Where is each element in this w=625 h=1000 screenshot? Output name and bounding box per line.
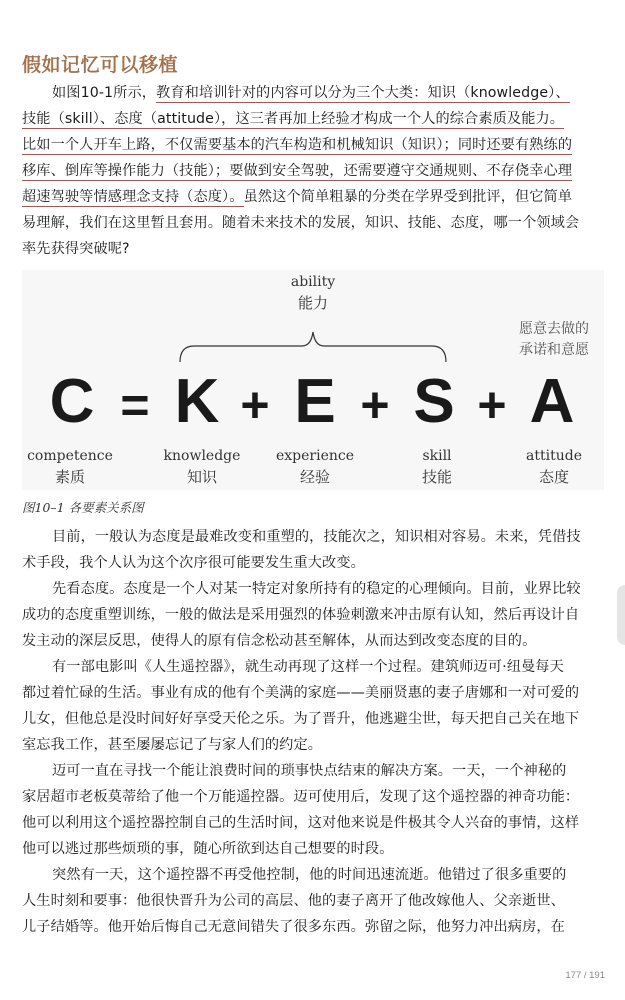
equation-symbol: A [529, 367, 575, 436]
ability-en-label: ability [290, 274, 336, 290]
body-line: 儿女，但他总是没时间好好享受天伦之乐。为了晋升，他逃避尘世，每天把自己关在地下 [22, 711, 580, 727]
body-line: 术手段，我个人认为这个次序很可能要发生重大改变。 [22, 555, 365, 571]
body-line: 先看态度。态度是一个人对某一特定对象所持有的稳定的心理倾向。目前，业界比较 [52, 581, 581, 597]
text-span: 如图10-1所示， [52, 85, 157, 101]
body-paragraph [22, 524, 604, 576]
body-line: 都过着忙碌的生活。事业有成的他有个美满的家庭——美丽贤惠的妻子唐娜和一对可爱的 [22, 685, 580, 701]
equation-labels [27, 448, 582, 486]
label-en: knowledge [163, 448, 241, 464]
text-span: 易理解，我们在这里暂且套用。随着未来技术的发展，知识、技能、态度，哪一个领域会 [22, 215, 580, 231]
intro-line [22, 236, 604, 262]
underlined-text: 教育和培训针对的内容可以分为三个大类：知识（knowledge）、 [156, 85, 570, 101]
intro-line [22, 132, 604, 158]
label-zh: 知识 [186, 468, 218, 486]
underlined-text: 技能（skill）、态度（attitude），这三者再加上经验才构成一个人的综合素质及能力。 [22, 111, 565, 127]
page-edge-handle[interactable] [617, 585, 625, 645]
equation-symbol: K [174, 367, 220, 436]
equation-symbol: S [413, 367, 455, 436]
underlined-text: 超速驾驶等情感理念支持（态度）。 [22, 189, 244, 205]
body-line: 室忘我工作，甚至屡屡忘记了与家人们的约定。 [22, 737, 323, 753]
body-paragraph [22, 862, 604, 940]
body-line: 他可以逃过那些烦琐的事，随心所欲到达自己想要的时段。 [22, 841, 394, 857]
equation-operator: + [477, 377, 507, 433]
body-paragraph [22, 654, 604, 758]
equation-operator: + [360, 377, 390, 433]
label-en: experience [275, 448, 355, 464]
ability-brace [180, 332, 446, 362]
intro-paragraph [22, 80, 604, 262]
equation [50, 367, 575, 436]
body-line: 发主动的深层反思，使得人的原有信念松动甚至解体，从而达到改变态度的目的。 [22, 633, 537, 649]
competence-diagram [22, 270, 604, 490]
body-line: 家居超市老板莫蒂给了他一个万能遥控器。迈可使用后，发现了这个遥控器的神奇功能： [22, 789, 580, 805]
label-zh: 素质 [54, 468, 86, 486]
body-line: 儿子结婚等。他开始后悔自己无意间错失了很多东西。弥留之际，他努力冲出病房，在 [22, 919, 565, 935]
ability-zh-label: 能力 [297, 294, 329, 312]
figure-competence-model [22, 270, 604, 490]
label-zh: 态度 [538, 468, 570, 486]
label-en: attitude [526, 448, 582, 464]
section-title: 假如记忆可以移植 [22, 54, 179, 76]
intro-line [22, 210, 604, 236]
intro-line [22, 106, 604, 132]
body-paragraph [22, 576, 604, 654]
attitude-note-line1: 愿意去做的 [519, 321, 589, 337]
label-en: skill [422, 448, 452, 464]
body-line: 有一部电影叫《人生遥控器》，就生动再现了这样一个过程。建筑师迈可·纽曼每天 [52, 659, 564, 675]
label-zh: 经验 [299, 468, 331, 486]
intro-line [22, 184, 604, 210]
body-paragraph [22, 758, 604, 862]
equation-operator: = [120, 377, 150, 433]
body-line: 迈可一直在寻找一个能让浪费时间的琐事快点结束的解决方案。一天，一个神秘的 [52, 763, 567, 779]
underlined-text: 移库、倒库等操作能力（技能）；要做到安全驾驶，还需要遵守交通规则、不存侥幸心理 [22, 163, 573, 179]
body-line: 成功的态度重塑训练，一般的做法是采用强烈的体验刺激来冲击原有认知，然后再设计自 [22, 607, 580, 623]
underlined-text: 比如一个人开车上路，不仅需要基本的汽车构造和机械知识（知识）；同时还要有熟练的 [22, 137, 573, 153]
text-span: 虽然这个简单粗暴的分类在学界受到批评，但它简单 [243, 189, 573, 205]
text-span: 率先获得突破呢? [22, 241, 130, 257]
figure-caption: 图10–1 各要素关系图 [22, 500, 144, 515]
label-zh: 技能 [421, 468, 453, 486]
attitude-note-line2: 承诺和意愿 [519, 342, 589, 358]
equation-symbol: C [49, 367, 95, 436]
body-line: 他可以利用这个遥控器控制自己的生活时间，这对他来说是件极其令人兴奋的事情，这样 [22, 815, 580, 831]
equation-operator: + [240, 377, 270, 433]
label-en: competence [27, 448, 113, 464]
intro-line [22, 80, 604, 106]
equation-symbol: E [294, 367, 336, 436]
body-line: 人生时刻和要事：他很快晋升为公司的高层、他的妻子离开了他改嫁他人、父亲逝世、 [22, 893, 565, 909]
body-line: 目前，一般认为态度是最难改变和重塑的，技能次之，知识相对容易。未来，凭借技 [52, 529, 581, 545]
intro-line [22, 158, 604, 184]
page-indicator: 177 / 191 [565, 970, 605, 981]
body-line: 突然有一天，这个遥控器不再受他控制，他的时间迅速流逝。他错过了很多重要的 [52, 867, 567, 883]
